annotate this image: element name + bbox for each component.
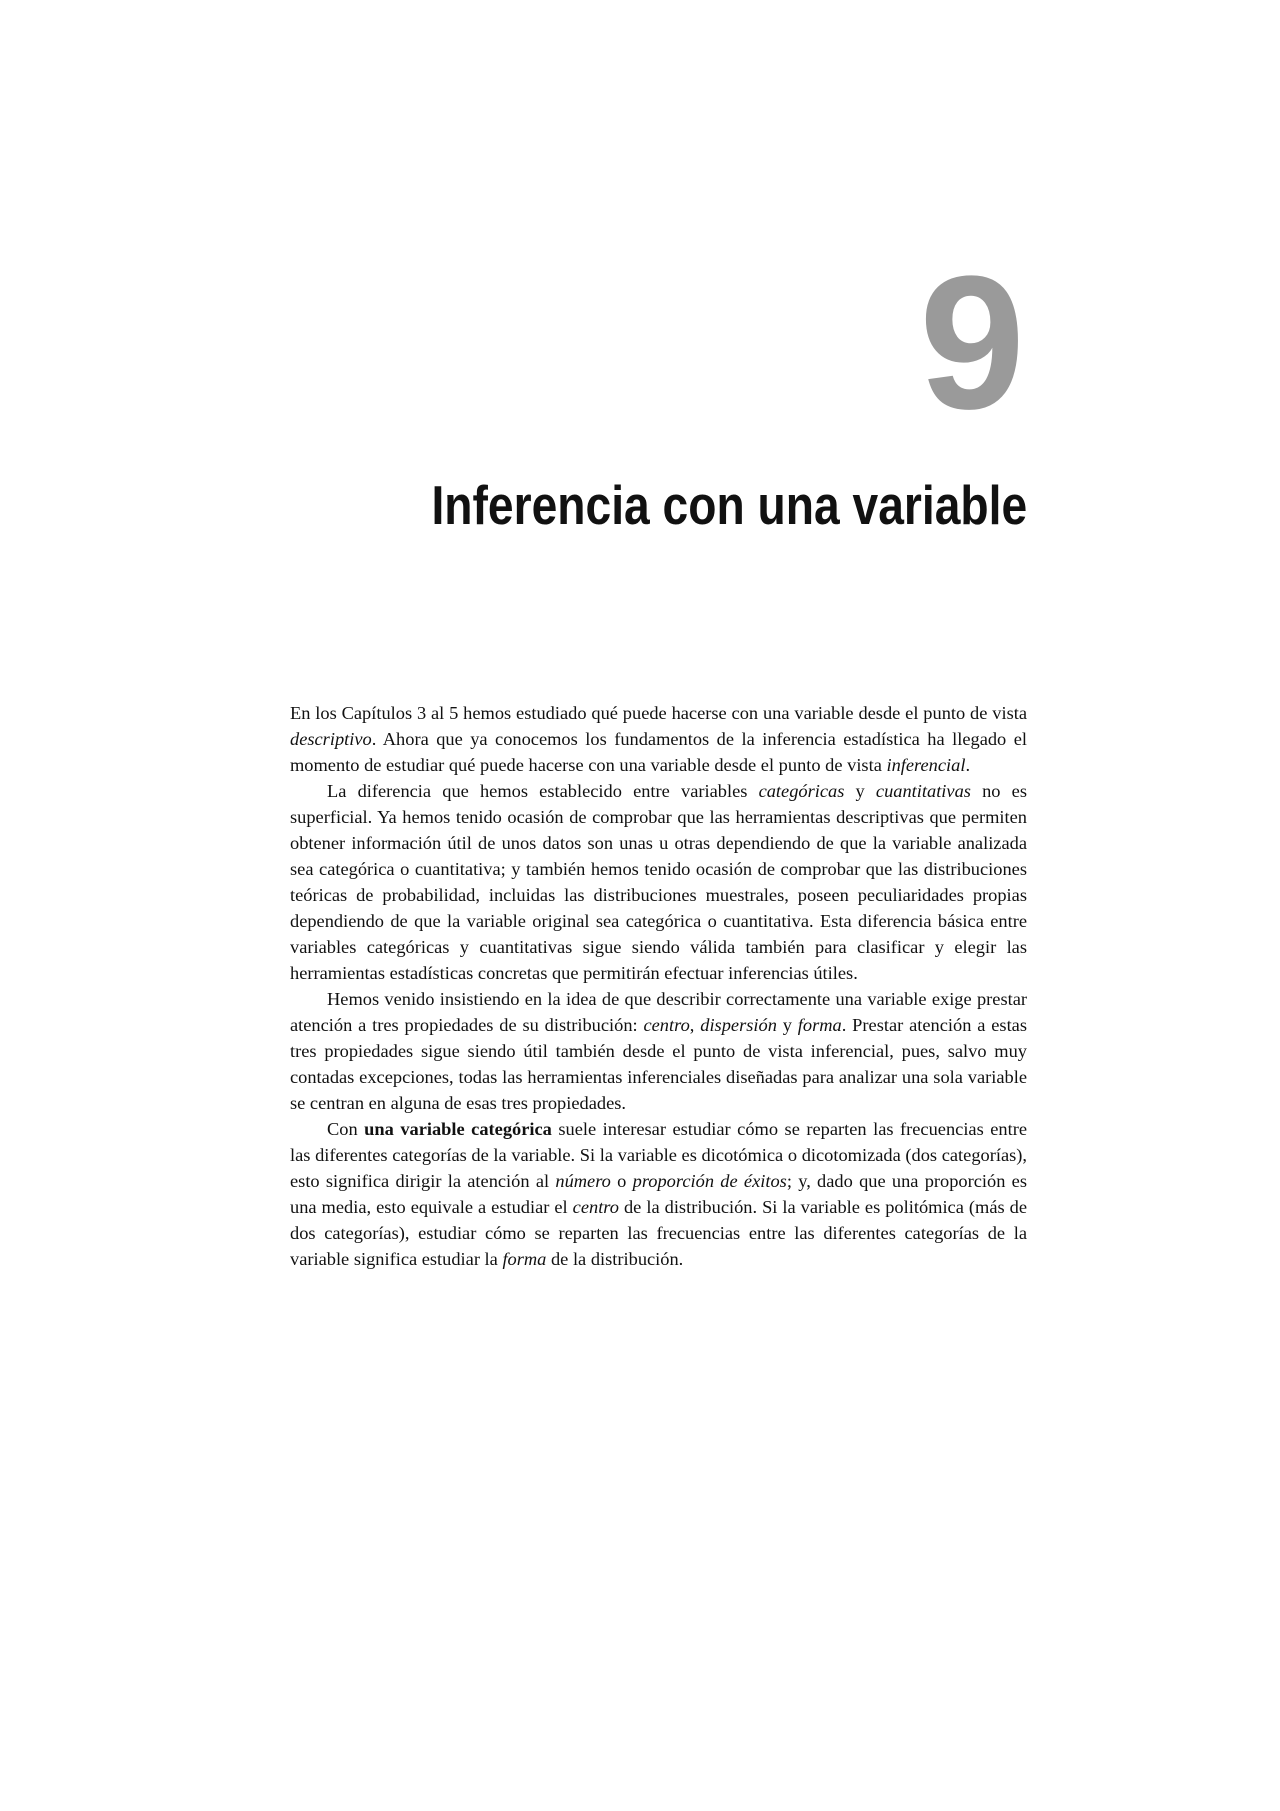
- chapter-number: 9: [919, 237, 1025, 449]
- emphasis-centro: centro: [572, 1197, 619, 1217]
- emphasis-inferencial: inferencial: [886, 755, 966, 775]
- text-run: suele interesar estudiar cómo se reparten las frecuencias entre las diferentes categorías de la variable. Si la variable es dicotómica o dicotomizada (dos categorías), esto significa dirigir la atención al: [290, 1119, 1027, 1191]
- text-run: En los Capítulos 3 al 5 hemos estudiado qué puede hacerse con una variable desde el punto de vista: [290, 703, 1027, 723]
- emphasis-proporcion-de-exitos: proporción de éxitos: [632, 1171, 787, 1191]
- text-run: Hemos venido insistiendo en la idea de que describir correctamente una variable exige prestar atención a tres propiedades de su distribución:: [290, 989, 1027, 1035]
- text-run: de la distribución. Si la variable es politómica (más de dos categorías), estudiar cómo se reparten las frecuencias entre las diferentes categorías de la variable significa estudiar la: [290, 1197, 1027, 1269]
- emphasis-forma: forma: [502, 1249, 547, 1269]
- emphasis-cuantitativas: cuantitativas: [875, 781, 971, 801]
- paragraph-2: [290, 778, 1027, 986]
- emphasis-forma: forma: [797, 1015, 842, 1035]
- text-run: . Ahora que ya conocemos los fundamentos de la inferencia estadística ha llegado el momento de estudiar qué puede hacerse con una variable desde el punto de vista: [290, 729, 1027, 775]
- paragraph-3: [290, 986, 1027, 1116]
- text-run: Con: [327, 1119, 365, 1139]
- text-run: de la distribución.: [546, 1249, 684, 1269]
- emphasis-descriptivo: descriptivo: [290, 729, 372, 749]
- text-run: .: [965, 755, 971, 775]
- emphasis-numero: número: [555, 1171, 611, 1191]
- paragraph-1: [290, 700, 1027, 778]
- text-run: La diferencia que hemos establecido entre variables: [327, 781, 759, 801]
- chapter-intro-text: [290, 700, 1027, 1272]
- paragraph-4: [290, 1116, 1027, 1272]
- emphasis-centro: centro: [643, 1015, 690, 1035]
- emphasis-categoricas: categóricas: [758, 781, 845, 801]
- text-run: ; y, dado que una proporción es una media, esto equivale a estudiar el: [290, 1171, 1027, 1217]
- text-run: o: [610, 1171, 633, 1191]
- chapter-title: Inferencia con una variable: [431, 474, 1027, 536]
- emphasis-dispersion: dispersión: [700, 1015, 777, 1035]
- text-run: y: [844, 781, 876, 801]
- text-run: . Prestar atención a estas tres propiedades sigue siendo útil también desde el punto de vista inferencial, pues, salvo muy contadas excepciones, todas las herramientas inferenciales diseñadas para analizar una sola variable se centran en alguna de esas tres propiedades.: [290, 1015, 1027, 1113]
- text-run: y: [776, 1015, 798, 1035]
- text-run: ,: [689, 1015, 701, 1035]
- text-run: no es superficial. Ya hemos tenido ocasión de comprobar que las herramientas descriptivas que permiten obtener información útil de unos datos son unas u otras dependiendo de que la variable analizada sea categórica o cuantitativa; y también hemos tenido ocasión de comprobar que las distribuciones teóricas de probabilidad, incluidas las distribuciones muestrales, poseen peculiaridades propias dependiendo de que la variable original sea categórica o cuantitativa. Esta diferencia básica entre variables categóricas y cuantitativas sigue siendo válida también para clasificar y elegir las herramientas estadísticas concretas que permitirán efectuar inferencias útiles.: [290, 781, 1027, 983]
- bold-una-variable-categorica: una variable categórica: [364, 1119, 552, 1139]
